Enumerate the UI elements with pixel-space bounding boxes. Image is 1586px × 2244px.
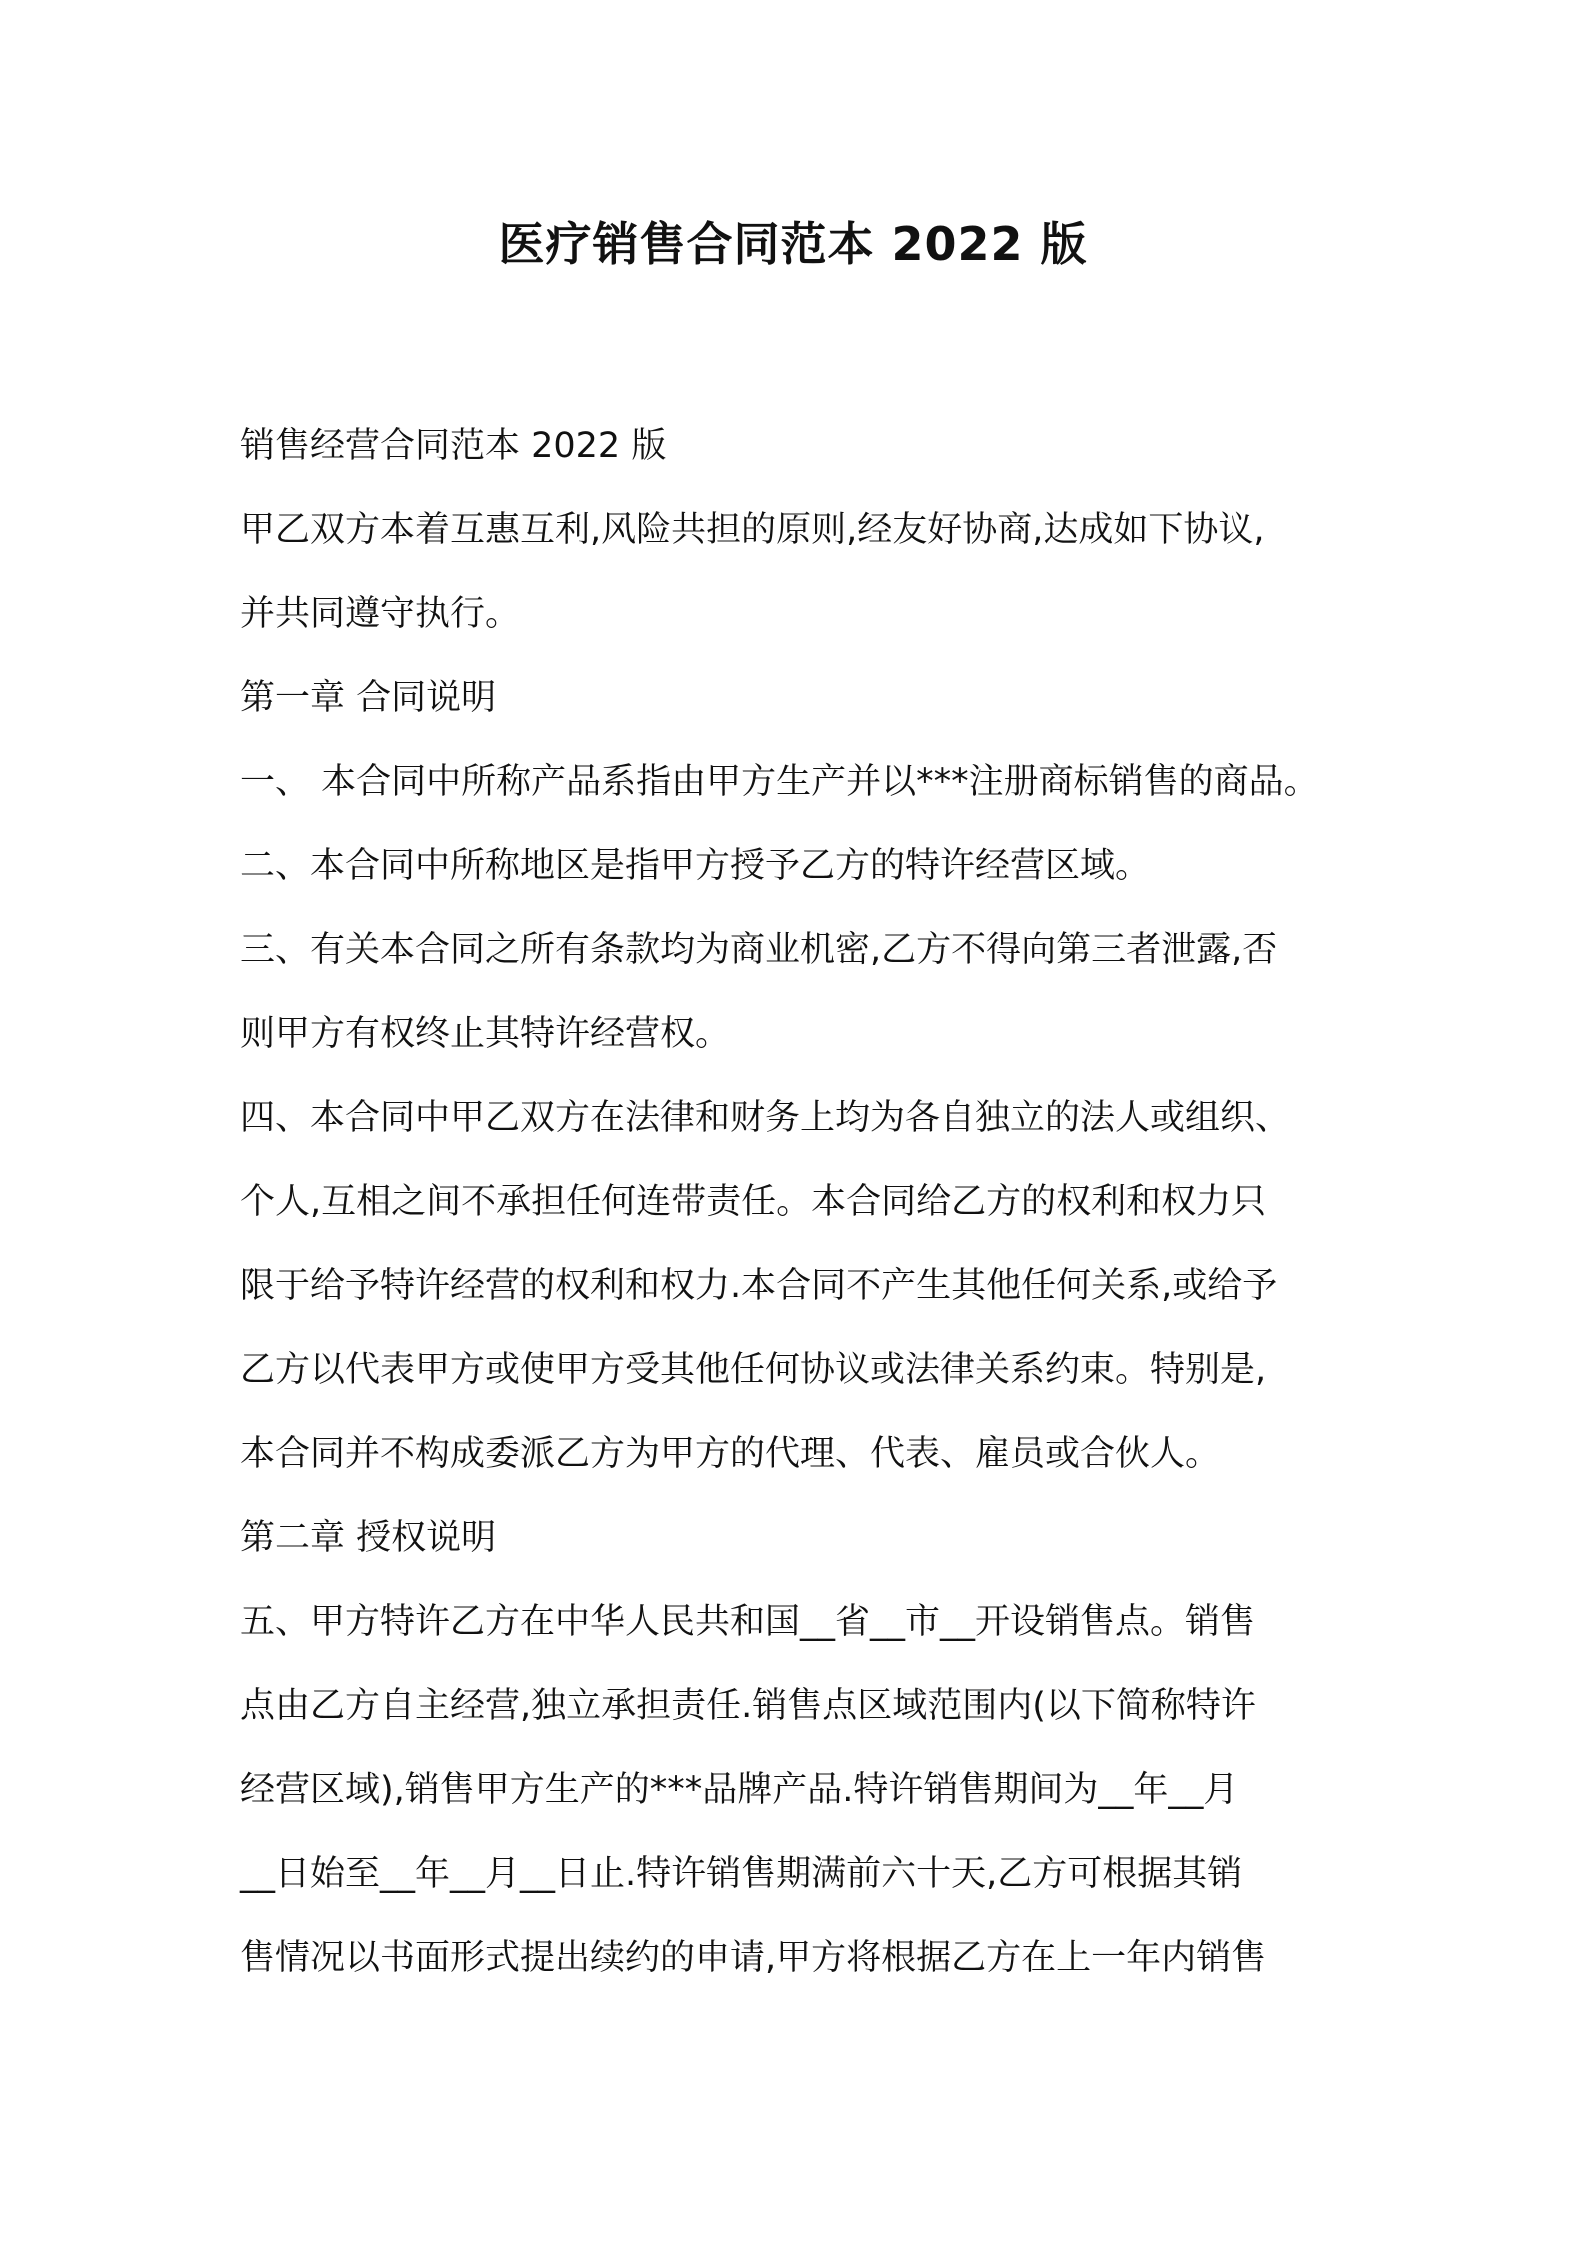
- text-line: 个人,互相之间不承担任何连带责任。本合同给乙方的权利和权力只: [240, 1182, 1267, 1222]
- document-body: [240, 404, 1350, 2000]
- text-line: 点由乙方自主经营,独立承担责任.销售点区域范围内(以下简称特许: [240, 1686, 1256, 1726]
- text-line: __日始至__年__月__日止.特许销售期满前六十天,乙方可根据其销: [240, 1854, 1243, 1894]
- document-title: 医疗销售合同范本 2022 版: [498, 217, 1088, 271]
- chapter-heading: 第二章 授权说明: [240, 1518, 497, 1558]
- text-line: 本合同并不构成委派乙方为甲方的代理、代表、雇员或合伙人。: [240, 1434, 1221, 1474]
- text-line: 并共同遵守执行。: [240, 594, 521, 634]
- text-line: 一、 本合同中所称产品系指由甲方生产并以***注册商标销售的商品。: [240, 762, 1319, 802]
- text-line: 售情况以书面形式提出续约的申请,甲方将根据乙方在上一年内销售: [240, 1938, 1267, 1978]
- text-line: 限于给予特许经营的权利和权力.本合同不产生其他任何关系,或给予: [240, 1266, 1278, 1306]
- text-line: 三、有关本合同之所有条款均为商业机密,乙方不得向第三者泄露,否: [240, 930, 1278, 970]
- chapter-heading: 第一章 合同说明: [240, 678, 497, 718]
- text-line: 甲乙双方本着互惠互利,风险共担的原则,经友好协商,达成如下协议,: [240, 510, 1265, 550]
- text-line: 则甲方有权终止其特许经营权。: [240, 1014, 731, 1054]
- text-line: 销售经营合同范本 2022 版: [240, 426, 667, 466]
- text-line: 二、本合同中所称地区是指甲方授予乙方的特许经营区域。: [240, 846, 1151, 886]
- text-line: 乙方以代表甲方或使甲方受其他任何协议或法律关系约束。特别是,: [240, 1350, 1267, 1390]
- text-line: 经营区域),销售甲方生产的***品牌产品.特许销售期间为__年__月: [240, 1770, 1239, 1810]
- text-line: 四、本合同中甲乙双方在法律和财务上均为各自独立的法人或组织、: [240, 1098, 1291, 1138]
- text-line: 五、甲方特许乙方在中华人民共和国__省__市__开设销售点。销售: [240, 1602, 1256, 1642]
